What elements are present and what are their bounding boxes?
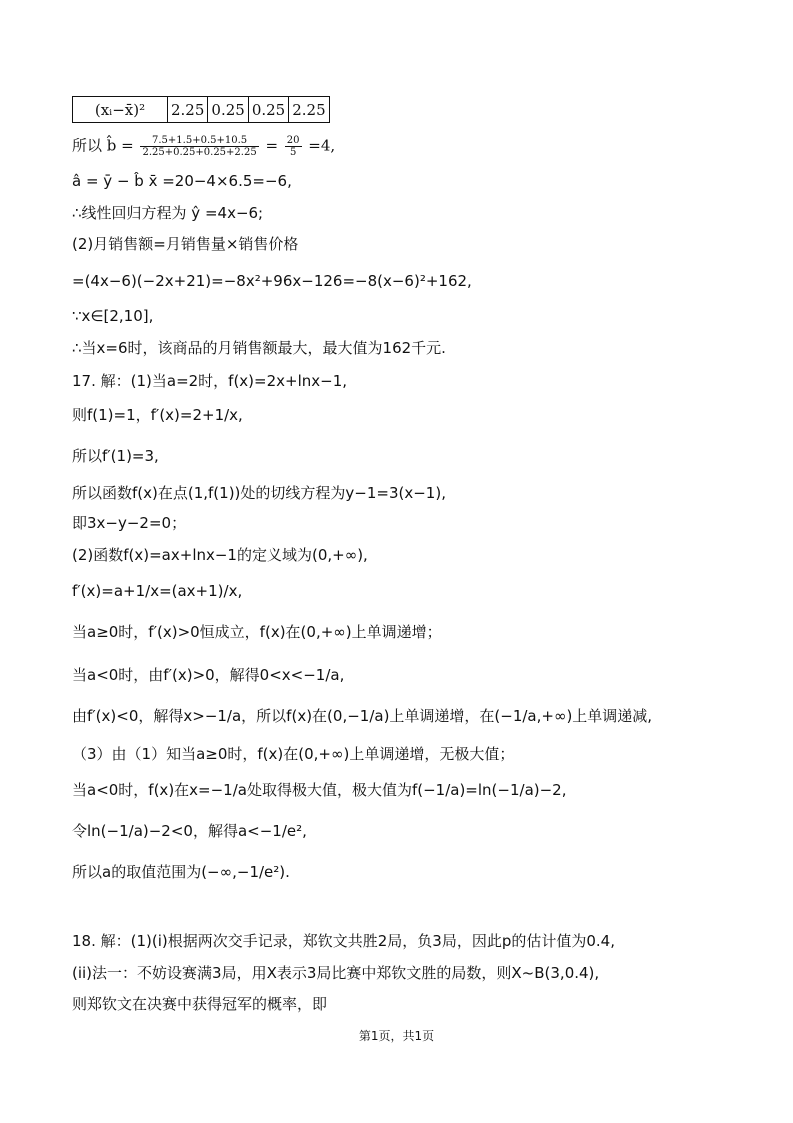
text-span: =4, — [303, 136, 336, 155]
table-cell: 2.25 — [168, 97, 208, 123]
page-footer: 第1页，共1页 — [358, 1029, 435, 1043]
text-line: 17. 解：(1)当a=2时，f(x)=2x+lnx−1, — [72, 372, 348, 390]
text-line: 当a≥0时，f′(x)>0恒成立，f(x)在(0,+∞)上单调递增； — [72, 623, 442, 641]
text-line: 当a<0时，由f′(x)>0，解得0<x<−1/a, — [72, 666, 345, 684]
text-line: (2)函数f(x)=ax+lnx−1的定义域为(0,+∞), — [72, 546, 368, 564]
text-span: = — [260, 136, 283, 155]
variance-table — [72, 96, 330, 123]
table-row — [73, 97, 330, 123]
text-line: ∵x∈[2,10], — [72, 307, 154, 325]
text-line: ∴当x=6时，该商品的月销售额最大，最大值为162千元. — [72, 339, 446, 357]
text-span: 所以 b̂ = — [72, 136, 139, 155]
fraction-denominator: 5 — [289, 147, 297, 158]
table-cell: 0.25 — [208, 97, 248, 123]
fraction-numerator: 7.5+1.5+0.5+10.5 — [140, 135, 258, 147]
text-line: 所以f′(1)=3, — [72, 447, 159, 465]
table-cell: 2.25 — [289, 97, 329, 123]
text-line: f′(x)=a+1/x=(ax+1)/x, — [72, 582, 243, 600]
text-line: ∴线性回归方程为 ŷ =4x−6; — [72, 204, 264, 222]
text-line: â = ȳ − b̂ x̄ =20−4×6.5=−6, — [72, 172, 292, 190]
text-line: (2)月销售额=月销售量×销售价格 — [72, 235, 299, 253]
text-line: 则郑钦文在决赛中获得冠军的概率，即 — [72, 995, 328, 1013]
fraction-numerator: 20 — [286, 135, 300, 146]
text-line: 则f(1)=1，f′(x)=2+1/x, — [72, 406, 243, 424]
fraction — [285, 135, 302, 158]
text-line: 即3x−y−2=0； — [72, 514, 187, 532]
text-line: 由f′(x)<0，解得x>−1/a，所以f(x)在(0,−1/a)上单调递增，在(−1/a,+∞)上单调递减, — [72, 707, 653, 725]
text-line: (ii)法一：不妨设赛满3局，用X表示3局比赛中郑钦文胜的局数，则X~B(3,0.4), — [72, 964, 600, 982]
text-line: 所以函数f(x)在点(1,f(1))处的切线方程为y−1=3(x−1), — [72, 484, 446, 502]
text-line: 令ln(−1/a)−2<0，解得a<−1/e², — [72, 822, 307, 840]
table-cell: 0.25 — [248, 97, 288, 123]
slope-formula-line — [72, 135, 335, 158]
table-header-cell: (xᵢ−x̄)² — [73, 97, 168, 123]
text-line: 当a<0时，f(x)在x=−1/a处取得极大值，极大值为f(−1/a)=ln(−1/a)−2, — [72, 781, 567, 799]
text-line: =(4x−6)(−2x+21)=−8x²+96x−126=−8(x−6)²+162, — [72, 272, 472, 290]
text-line: （3）由（1）知当a≥0时，f(x)在(0,+∞)上单调递增，无极大值； — [72, 745, 515, 763]
fraction — [140, 135, 258, 158]
fraction-denominator: 2.25+0.25+0.25+2.25 — [142, 147, 257, 158]
text-line: 所以a的取值范围为(−∞,−1/e²). — [72, 863, 290, 881]
text-line: 18. 解：(1)(i)根据两次交手记录，郑钦文共胜2局，负3局，因此p的估计值为0.4, — [72, 932, 615, 950]
